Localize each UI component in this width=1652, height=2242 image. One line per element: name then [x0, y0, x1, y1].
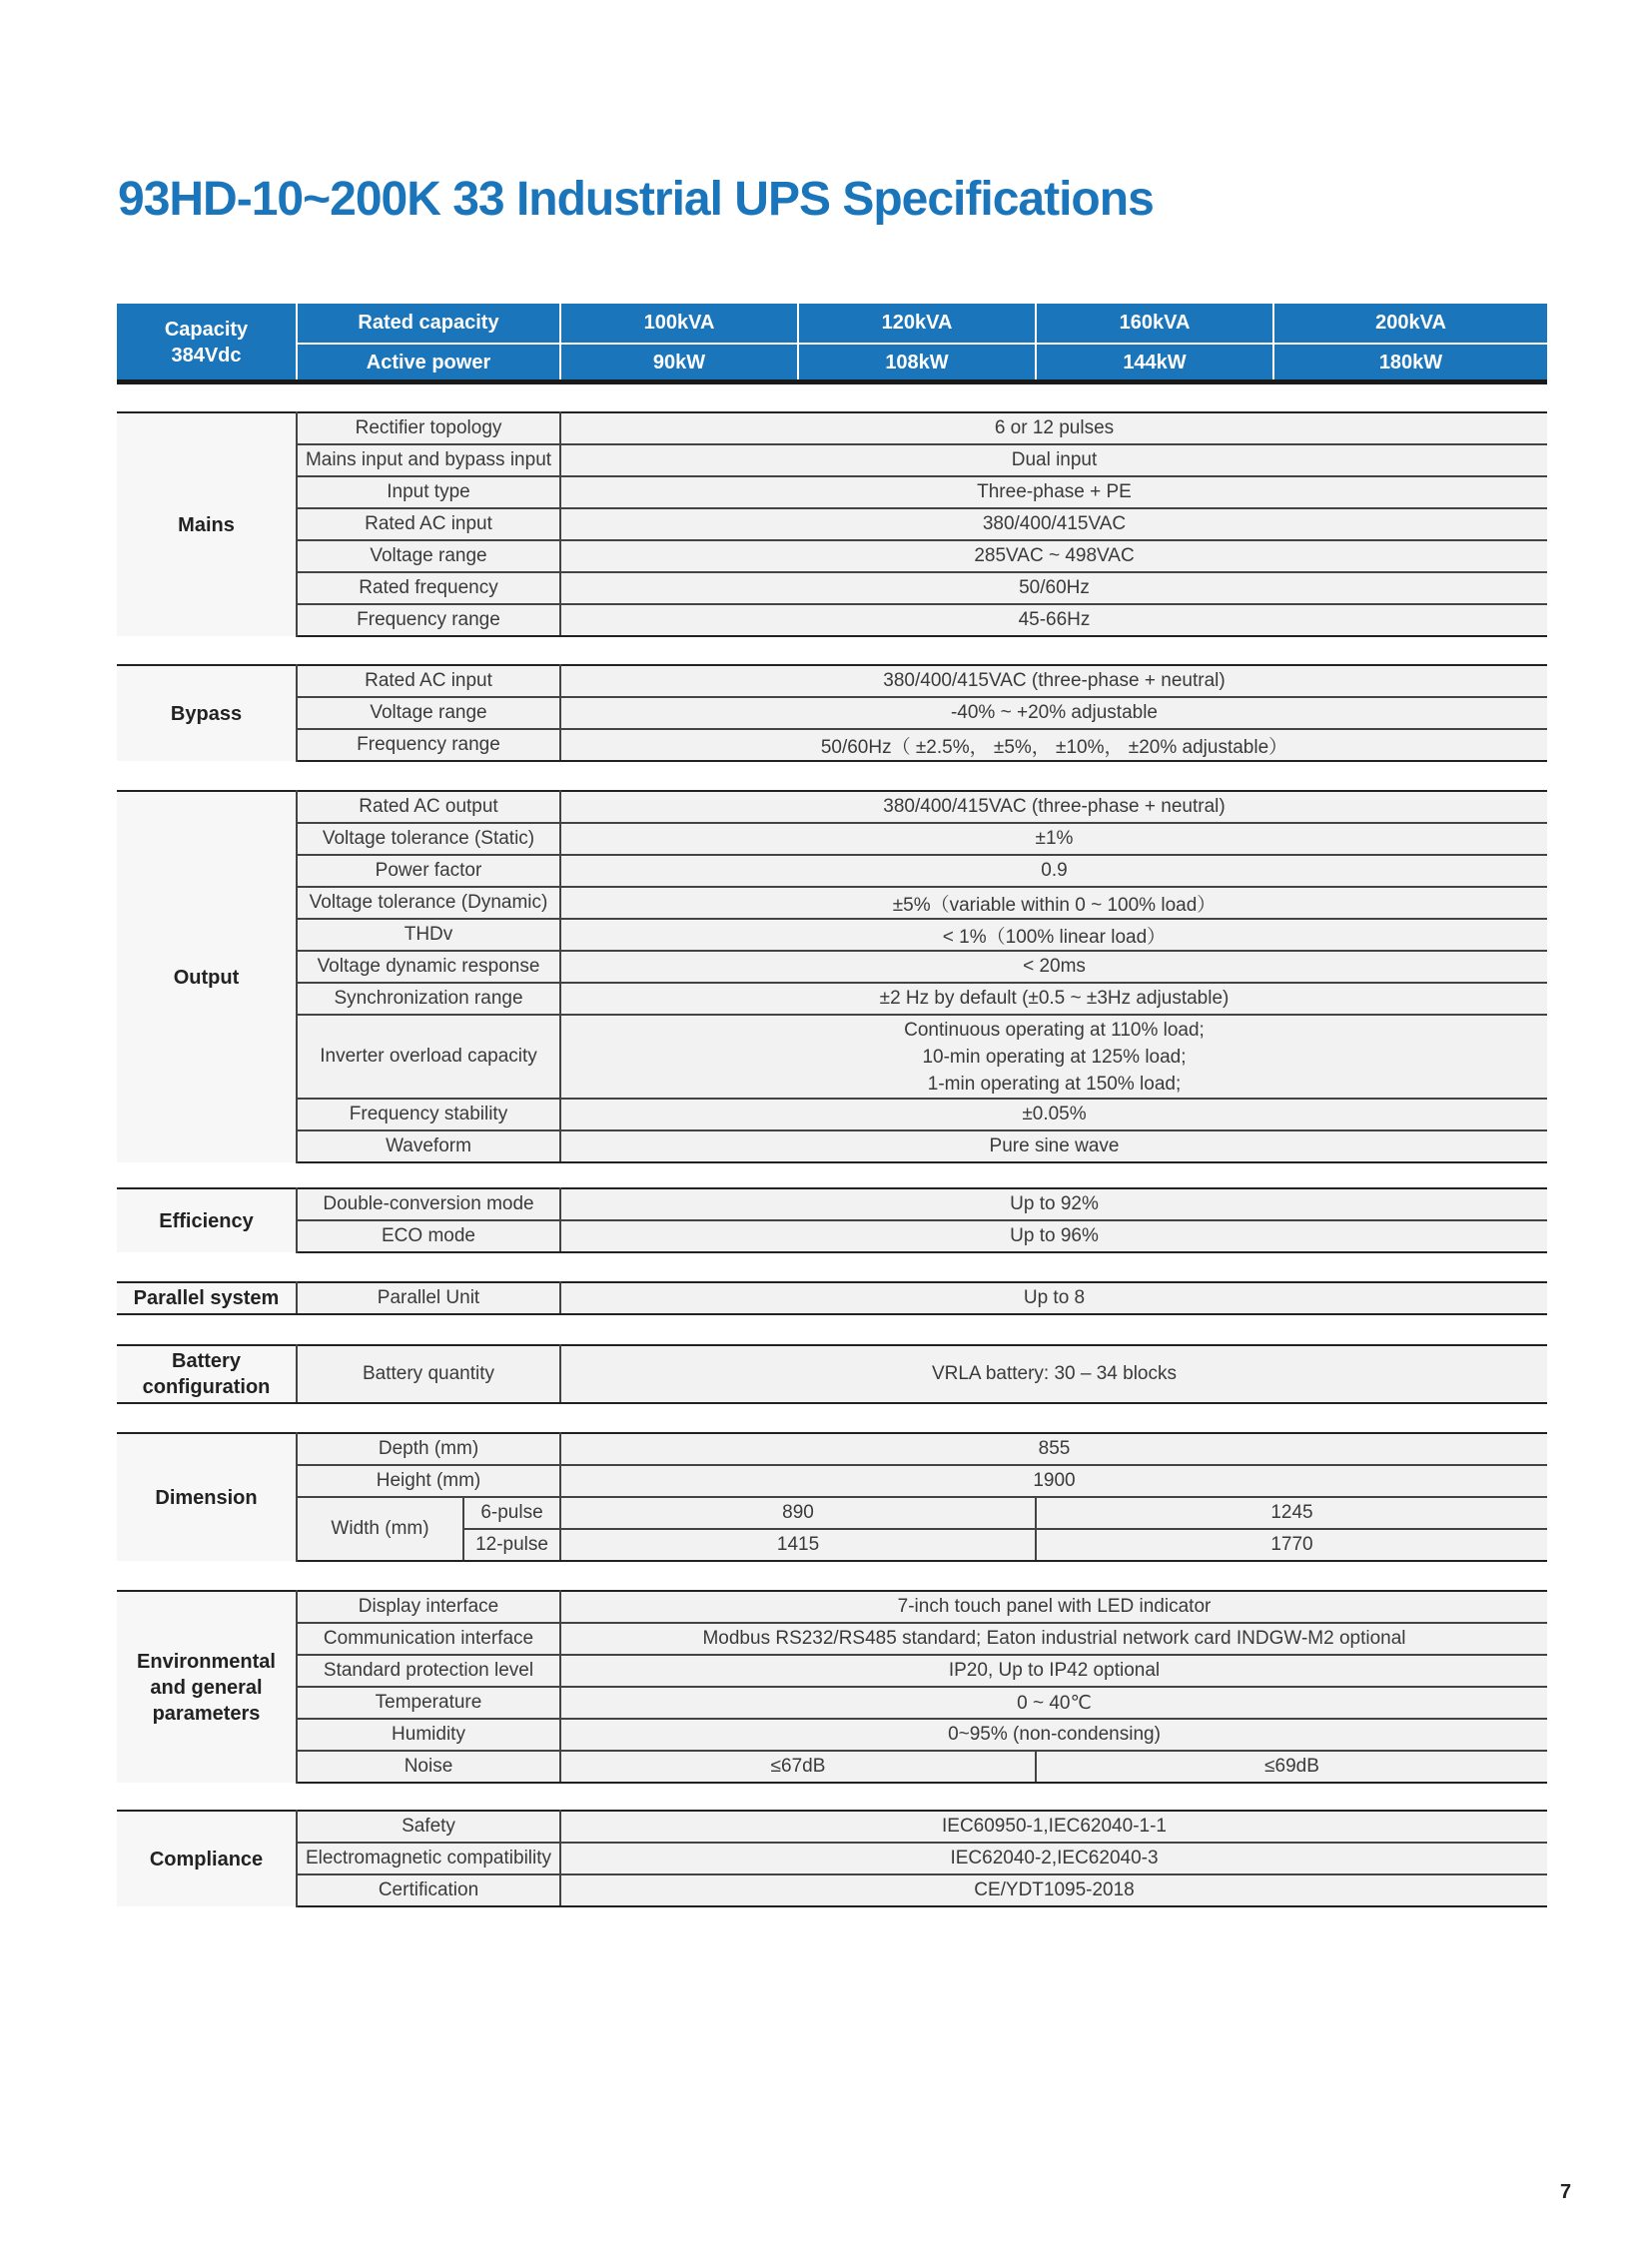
spec-value: 0~95% (non-condensing) [560, 1719, 1547, 1751]
spec-label: Rated frequency [297, 572, 560, 604]
spec-value: 0.9 [560, 855, 1547, 887]
spec-label: Temperature [297, 1687, 560, 1719]
spec-value: Dual input [560, 444, 1547, 476]
spec-value: < 20ms [560, 951, 1547, 983]
spec-label: Voltage range [297, 540, 560, 572]
battery-category-line: Battery [172, 1350, 241, 1372]
rated-capacity-label: Rated capacity [297, 304, 560, 344]
table-row [117, 444, 1547, 476]
spec-label: ECO mode [297, 1220, 560, 1252]
bypass-section [117, 664, 1547, 762]
table-row [117, 951, 1547, 983]
spec-value: Three-phase + PE [560, 476, 1547, 508]
spec-value: 380/400/415VAC [560, 508, 1547, 540]
table-row [117, 1099, 1547, 1130]
table-row [117, 1130, 1547, 1162]
overload-line: 1-min operating at 150% load; [927, 1073, 1182, 1095]
spec-value: 285VAC ~ 498VAC [560, 540, 1547, 572]
spec-label: Voltage dynamic response [297, 951, 560, 983]
environmental-category [117, 1591, 297, 1783]
spec-value: ≤69dB [1036, 1751, 1547, 1783]
spec-value: 45-66Hz [560, 604, 1547, 636]
table-row [117, 1497, 1547, 1529]
spec-label: Input type [297, 476, 560, 508]
spec-label: Voltage range [297, 697, 560, 729]
table-row [117, 572, 1547, 604]
bypass-category: Bypass [117, 665, 297, 761]
spec-label: Power factor [297, 855, 560, 887]
battery-category [117, 1345, 297, 1403]
parallel-section [117, 1281, 1547, 1315]
spec-value: 890 [560, 1497, 1036, 1529]
active-power-value: 108kW [798, 344, 1036, 383]
table-row [117, 1188, 1547, 1220]
spec-value: Pure sine wave [560, 1130, 1547, 1162]
spec-value: ±0.05% [560, 1099, 1547, 1130]
capacity-header-cell [117, 304, 297, 382]
efficiency-category: Efficiency [117, 1188, 297, 1252]
spec-label: Rated AC input [297, 665, 560, 697]
table-row [117, 1465, 1547, 1497]
environmental-category-line: Environmental [137, 1650, 276, 1673]
table-row [117, 1874, 1547, 1906]
rated-capacity-value: 120kVA [798, 304, 1036, 344]
active-power-value: 144kW [1036, 344, 1273, 383]
table-row [117, 1751, 1547, 1783]
capacity-header-table [117, 304, 1547, 383]
table-row [117, 1345, 1547, 1403]
spec-value: IEC60950-1,IEC62040-1-1 [560, 1811, 1547, 1843]
active-power-value: 180kW [1273, 344, 1547, 383]
spec-value: -40% ~ +20% adjustable [560, 697, 1547, 729]
battery-section [117, 1344, 1547, 1404]
overload-line: 10-min operating at 125% load; [922, 1046, 1187, 1068]
spec-label: Waveform [297, 1130, 560, 1162]
table-row [117, 855, 1547, 887]
table-row [117, 1591, 1547, 1623]
environmental-category-line: parameters [152, 1702, 261, 1725]
overload-value [560, 1015, 1547, 1099]
spec-value: Up to 8 [560, 1282, 1547, 1314]
active-power-value: 90kW [560, 344, 798, 383]
table-row [117, 1623, 1547, 1655]
table-row [117, 540, 1547, 572]
spec-sub-label: 12-pulse [463, 1529, 560, 1561]
mains-category: Mains [117, 412, 297, 636]
spec-label: Parallel Unit [297, 1282, 560, 1314]
active-power-label: Active power [297, 344, 560, 383]
table-row [117, 1015, 1547, 1099]
spec-label: Rated AC output [297, 791, 560, 823]
spec-value: Modbus RS232/RS485 standard; Eaton industrial network card INDGW-M2 optional [560, 1623, 1547, 1655]
page-title: 93HD-10~200K 33 Industrial UPS Specifications [118, 173, 1154, 226]
overload-line: Continuous operating at 110% load; [904, 1019, 1205, 1041]
spec-value: 1900 [560, 1465, 1547, 1497]
spec-label: Humidity [297, 1719, 560, 1751]
table-row [117, 665, 1547, 697]
spec-value: IEC62040-2,IEC62040-3 [560, 1843, 1547, 1874]
spec-label: Frequency stability [297, 1099, 560, 1130]
header-divider [117, 379, 1547, 384]
table-row [117, 1687, 1547, 1719]
spec-label: Certification [297, 1874, 560, 1906]
spec-label: Rectifier topology [297, 412, 560, 444]
table-row [117, 887, 1547, 919]
spec-label: Mains input and bypass input [297, 444, 560, 476]
spec-value: VRLA battery: 30 – 34 blocks [560, 1345, 1547, 1403]
spec-value: 0 ~ 40℃ [560, 1687, 1547, 1719]
table-row [117, 1433, 1547, 1465]
rated-capacity-value: 160kVA [1036, 304, 1273, 344]
spec-label: Safety [297, 1811, 560, 1843]
spec-value: ±2 Hz by default (±0.5 ~ ±3Hz adjustable) [560, 983, 1547, 1015]
spec-label: Frequency range [297, 729, 560, 761]
spec-value: 6 or 12 pulses [560, 412, 1547, 444]
parallel-category: Parallel system [117, 1282, 297, 1314]
spec-value: ±1% [560, 823, 1547, 855]
spec-value: CE/YDT1095-2018 [560, 1874, 1547, 1906]
table-row [117, 983, 1547, 1015]
battery-category-line: configuration [142, 1376, 271, 1398]
table-row [117, 919, 1547, 951]
spec-label: Frequency range [297, 604, 560, 636]
spec-value: < 1%（100% linear load） [560, 919, 1547, 951]
spec-value: 1245 [1036, 1497, 1547, 1529]
spec-label: Voltage tolerance (Dynamic) [297, 887, 560, 919]
capacity-label: Capacity [164, 319, 249, 341]
spec-label: Standard protection level [297, 1655, 560, 1687]
table-row [117, 697, 1547, 729]
table-row [117, 1655, 1547, 1687]
spec-label: Double-conversion mode [297, 1188, 560, 1220]
table-row [117, 729, 1547, 761]
spec-value: 7-inch touch panel with LED indicator [560, 1591, 1547, 1623]
spec-value: 380/400/415VAC (three-phase + neutral) [560, 665, 1547, 697]
dimension-section [117, 1432, 1547, 1562]
table-row [117, 1220, 1547, 1252]
spec-value: Up to 96% [560, 1220, 1547, 1252]
spec-value: 50/60Hz（ ±2.5%， ±5%， ±10%， ±20% adjustable） [560, 729, 1547, 761]
table-row [117, 476, 1547, 508]
table-row [117, 1282, 1547, 1314]
spec-label: Battery quantity [297, 1345, 560, 1403]
spec-value: 50/60Hz [560, 572, 1547, 604]
table-row [117, 604, 1547, 636]
spec-value: IP20, Up to IP42 optional [560, 1655, 1547, 1687]
capacity-sub-label: 384Vdc [171, 345, 242, 367]
spec-label: Noise [297, 1751, 560, 1783]
mains-section [117, 411, 1547, 637]
spec-label: Communication interface [297, 1623, 560, 1655]
environmental-category-line: and general [150, 1676, 263, 1699]
spec-sub-label: 6-pulse [463, 1497, 560, 1529]
spec-value: 855 [560, 1433, 1547, 1465]
table-row [117, 412, 1547, 444]
output-section [117, 790, 1547, 1163]
table-row [117, 1843, 1547, 1874]
spec-value: ≤67dB [560, 1751, 1036, 1783]
compliance-category: Compliance [117, 1811, 297, 1906]
table-row [117, 1719, 1547, 1751]
spec-label: Width (mm) [297, 1497, 463, 1561]
spec-label: Electromagnetic compatibility [297, 1843, 560, 1874]
spec-value: 1770 [1036, 1529, 1547, 1561]
compliance-section [117, 1810, 1547, 1907]
page-number: 7 [1560, 2181, 1572, 2203]
rated-capacity-value: 100kVA [560, 304, 798, 344]
table-row [117, 823, 1547, 855]
rated-capacity-value: 200kVA [1273, 304, 1547, 344]
spec-value: Up to 92% [560, 1188, 1547, 1220]
spec-label: Rated AC input [297, 508, 560, 540]
spec-label: Display interface [297, 1591, 560, 1623]
output-category: Output [117, 791, 297, 1162]
spec-value: 380/400/415VAC (three-phase + neutral) [560, 791, 1547, 823]
efficiency-section [117, 1187, 1547, 1253]
dimension-category: Dimension [117, 1433, 297, 1561]
spec-label: Height (mm) [297, 1465, 560, 1497]
spec-value: ±5%（variable within 0 ~ 100% load） [560, 887, 1547, 919]
spec-label: Inverter overload capacity [297, 1015, 560, 1099]
spec-label: Synchronization range [297, 983, 560, 1015]
table-row [117, 791, 1547, 823]
environmental-section [117, 1590, 1547, 1784]
table-row [117, 508, 1547, 540]
spec-label: THDv [297, 919, 560, 951]
table-row [117, 1811, 1547, 1843]
spec-value: 1415 [560, 1529, 1036, 1561]
spec-label: Voltage tolerance (Static) [297, 823, 560, 855]
spec-label: Depth (mm) [297, 1433, 560, 1465]
